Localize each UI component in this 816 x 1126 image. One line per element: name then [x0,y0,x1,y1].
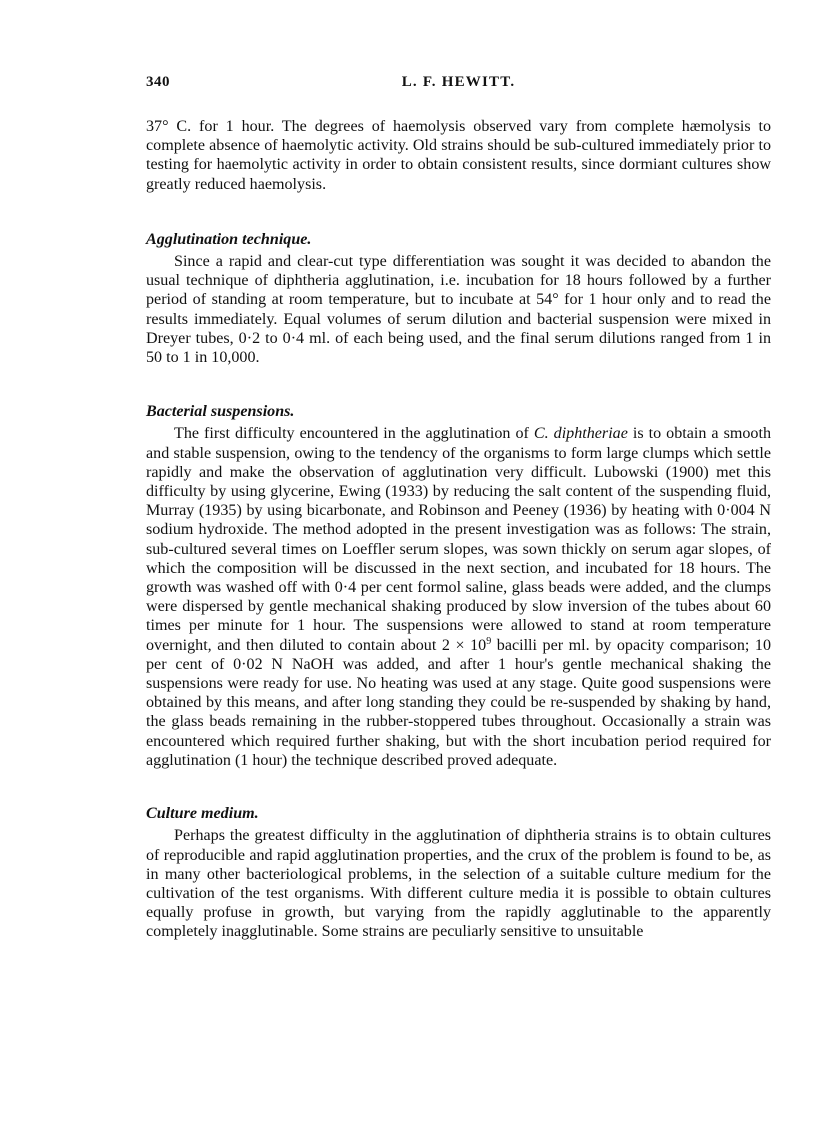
paragraph-text: is to obtain a smooth and stable suspension, owing to the tendency of the organisms to form large clumps which settle rapidly and make the observation of agglutination very difficult. Lubowski (1900) met this difficulty by using glycerine, Ewing (1933) by reducing the salt content of the suspending fluid, Murray (1935) by using bicarbonate, and Robinson and Peeney (1936) by heating with 0·004 N sodium hydroxide. The method adopted in the present investigation was as follows: The strain, sub-cultured several times on Loeffler serum slopes, was sown thickly on serum agar slopes, of which the composition will be discussed in the next section, and incubated for 18 hours. The growth was washed off with 0·4 per cent formol saline, glass beads were added, and the clumps were dispersed by gentle mechanical shaking produced by slow inversion of the tubes about 60 times per minute for 1 hour. The suspensions were allowed to stand at room temperature overnight, and then diluted to contain about 2 × 10 [146,425,771,654]
running-head-author: L. F. HEWITT. [401,74,516,90]
page-number: 340 [146,74,170,90]
culture-medium-paragraph: Perhaps the greatest difficulty in the agglutination of diphtheria strains is to obtain cultures of reproducible and rapid agglutination properties, and the crux of the problem is found to be, as in many other bacteriological problems, in the selection of a suitable culture medium for the cultivation of the test organisms. With different culture media it is possible to obtain cultures equally profuse in growth, but varying from the rapidly agglutinable to the apparently completely inagglutinable. Some strains are peculiarly sensitive to unsuitable [146,827,771,941]
bacterial-suspensions-paragraph [146,424,771,770]
agglutination-paragraph: Since a rapid and clear-cut type differentiation was sought it was decided to abandon the usual technique of diphtheria agglutination, i.e. incubation for 18 hours followed by a further period of standing at room temperature, but to incubate at 54° for 1 hour only and to read the results immediately. Equal volumes of serum dilution and bacterial suspension were mixed in Dreyer tubes, 0·2 to 0·4 ml. of each being used, and the final serum dilutions ranged from 1 in 50 to 1 in 10,000. [146,253,771,367]
exponent: 9 [486,635,492,647]
intro-paragraph: 37° C. for 1 hour. The degrees of haemolysis observed vary from complete hæmolysis to complete absence of haemolytic activity. Old strains should be sub-cultured immediately prior to testing for haemolytic activity in order to obtain consistent results, since dormiant cultures show greatly reduced haemolysis. [146,118,771,193]
running-head [146,74,771,98]
paragraph-text: bacilli per ml. by opacity comparison; 10 per cent of 0·02 N NaOH was added, and after 1 hour's gentle mechanical shaking the suspensions were ready for use. No heating was used at any stage. Quite good suspensions were obtained by this means, and after long standing they could be re-suspended by shaking by hand, the glass beads remaining in the rubber-stoppered tubes throughout. Occasionally a strain was encountered which required further shaking, but with the short incubation period required for agglutination (1 hour) the technique described proved adequate. [146,636,772,769]
paragraph-text: The first difficulty encountered in the agglutination of [174,425,534,443]
organism-name: C. diphtheriae [533,425,628,443]
section-heading-culture-medium: Culture medium. [146,805,259,823]
section-heading-agglutination: Agglutination technique. [146,230,312,248]
section-heading-bacterial-suspensions: Bacterial suspensions. [146,403,295,421]
article-page [146,74,771,942]
